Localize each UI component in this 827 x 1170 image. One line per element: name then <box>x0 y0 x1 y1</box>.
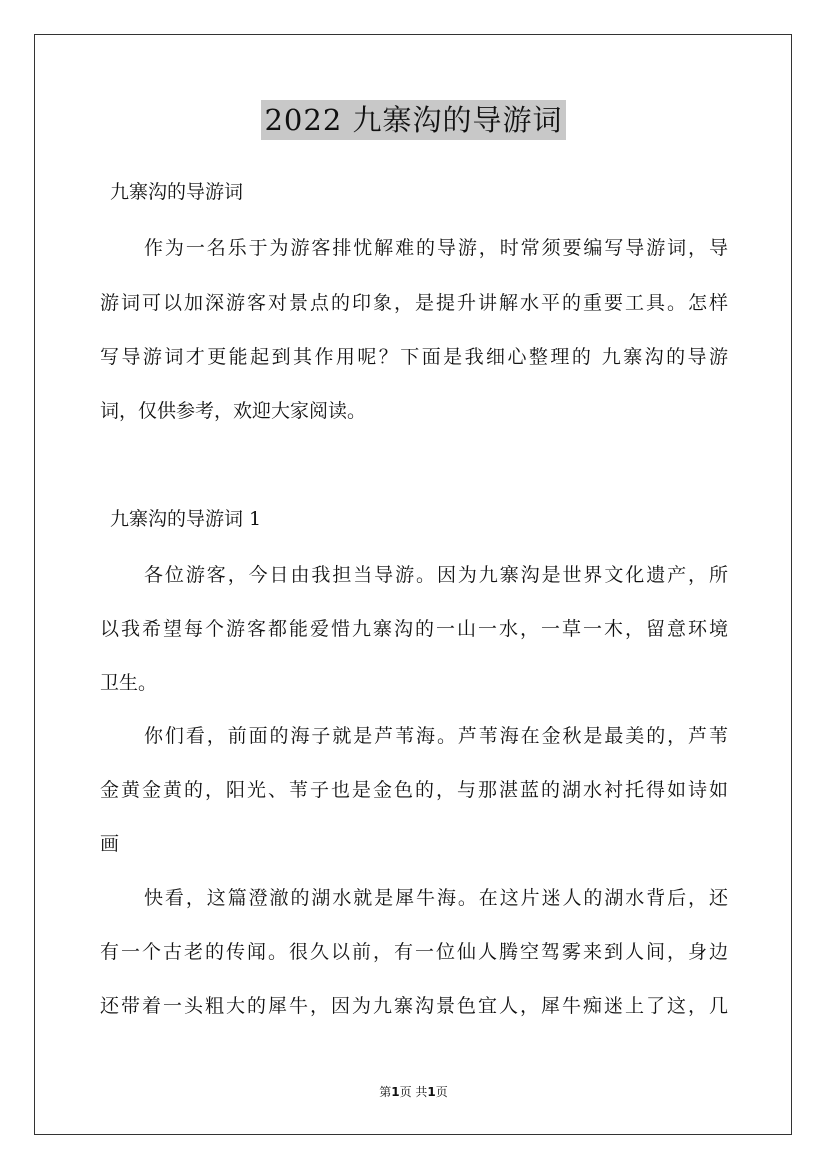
footer-current-page: 1 <box>391 1085 400 1099</box>
paragraph3-line-1: 快看，这篇澄澈的湖水就是犀牛海。在这片迷人的湖水背后，还 <box>144 887 728 909</box>
footer-suffix: 页 <box>435 1085 448 1099</box>
document-title <box>0 100 827 140</box>
paragraph3-line-2: 有一个古老的传闻。很久以前，有一位仙人腾空驾雾来到人间，身边 <box>100 941 728 963</box>
footer-total-pages: 1 <box>427 1085 436 1099</box>
intro-line-3: 写导游词才更能起到其作用呢？下面是我细心整理的 九寨沟的导游 <box>100 346 728 368</box>
paragraph2-line-3: 画 <box>100 833 120 855</box>
paragraph2-line-2: 金黄金黄的，阳光、苇子也是金色的，与那湛蓝的湖水衬托得如诗如 <box>100 779 728 801</box>
document-title-text: 2022 九寨沟的导游词 <box>261 100 565 140</box>
document-subtitle: 九寨沟的导游词 <box>110 181 244 203</box>
paragraph1-line-1: 各位游客，今日由我担当导游。因为九寨沟是世界文化遗产，所 <box>144 564 728 586</box>
footer-middle: 页 共 <box>399 1085 428 1099</box>
page-footer <box>0 1083 827 1101</box>
intro-line-4: 词，仅供参考，欢迎大家阅读。 <box>100 400 367 422</box>
paragraph1-line-3: 卫生。 <box>100 672 158 694</box>
intro-line-2: 游词可以加深游客对景点的印象，是提升讲解水平的重要工具。怎样 <box>100 292 728 314</box>
footer-prefix: 第 <box>379 1085 392 1099</box>
paragraph3-line-3: 还带着一头粗大的犀牛，因为九寨沟景色宜人，犀牛痴迷上了这，几 <box>100 995 728 1017</box>
paragraph2-line-1: 你们看，前面的海子就是芦苇海。芦苇海在金秋是最美的，芦苇 <box>144 725 728 747</box>
paragraph1-line-2: 以我希望每个游客都能爱惜九寨沟的一山一水，一草一木，留意环境 <box>100 618 728 640</box>
intro-line-1: 作为一名乐于为游客排忧解难的导游，时常须要编写导游词，导 <box>144 237 728 259</box>
section-heading: 九寨沟的导游词 1 <box>110 508 262 530</box>
